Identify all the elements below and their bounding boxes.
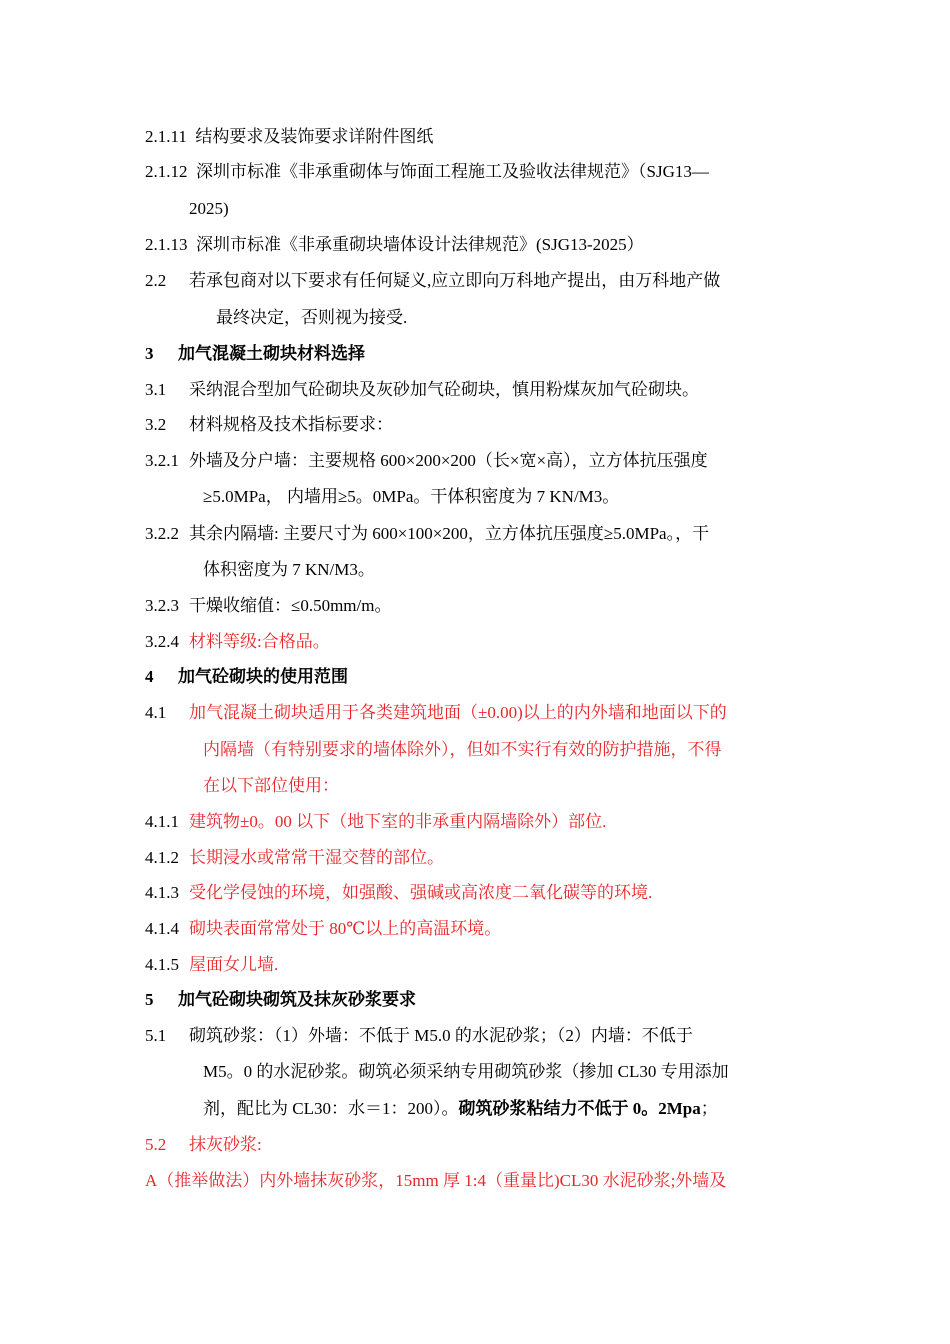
- line-5-2: [145, 1134, 262, 1156]
- clause-text: 体积密度为 7 KN/M3。: [203, 560, 375, 579]
- clause-number: 5.2: [145, 1135, 167, 1154]
- section-title: 加气砼砌块的使用范围: [178, 667, 348, 686]
- section-number: 4: [145, 667, 154, 686]
- clause-number: 4.1.1: [145, 812, 179, 831]
- section-number: 5: [145, 990, 154, 1009]
- clause-number: 4.1: [145, 703, 167, 722]
- line-3-2: [145, 414, 393, 436]
- line-continuation: [203, 1098, 718, 1120]
- line-continuation: [189, 198, 229, 220]
- line-4-1-1: [145, 811, 606, 833]
- clause-number: 4.1.2: [145, 848, 179, 867]
- clause-text: 若承包商对以下要求有任何疑义,应立即向万科地产提出，由万科地产做: [189, 271, 721, 290]
- clause-text: 干燥收缩值：≤0.50mm/m。: [189, 596, 392, 615]
- line-3-2-2: [145, 523, 709, 545]
- section-heading-5: [145, 989, 416, 1011]
- line-3-2-4: [145, 631, 330, 653]
- clause-number: 2.2: [145, 271, 167, 290]
- clause-number: 2.1.11: [145, 127, 187, 146]
- line-5-1: [145, 1025, 693, 1047]
- line-continuation: [203, 1061, 729, 1083]
- clause-text: 在以下部位使用：: [203, 776, 339, 795]
- clause-text: 其余内隔墙: 主要尺寸为 600×100×200，立方体抗压强度≥5.0MPa。，干: [189, 524, 710, 543]
- clause-text: 深圳市标准《非承重砌块墙体设计法律规范》(SJG13-2025）: [196, 235, 644, 254]
- clause-text: 材料规格及技术指标要求：: [189, 415, 393, 434]
- line-4-1-5: [145, 954, 278, 976]
- section-title: 加气砼砌块砌筑及抹灰砂浆要求: [178, 990, 416, 1009]
- clause-number: 4.1.3: [145, 883, 179, 902]
- line-5-2-a: [145, 1170, 726, 1192]
- clause-text: A（推举做法）内外墙抹灰砂浆，15mm 厚 1:4（重量比)CL30 水泥砂浆;外墙及: [145, 1171, 727, 1190]
- clause-number: 2.1.13: [145, 235, 188, 254]
- line-4-1-4: [145, 918, 501, 940]
- clause-text: 材料等级:合格品。: [189, 632, 330, 651]
- line-3-2-3: [145, 595, 391, 617]
- line-continuation: [203, 486, 619, 508]
- clause-text: M5。0 的水泥砂浆。砌筑必须采纳专用砌筑砂浆（掺加 CL30 专用添加: [203, 1062, 729, 1081]
- clause-text: 外墙及分户墙：主要规格 600×200×200（长×宽×高），立方体抗压强度: [189, 451, 708, 470]
- line-4-1-2: [145, 847, 444, 869]
- line-3-1: [145, 379, 699, 401]
- clause-number: 3.2.4: [145, 632, 179, 651]
- line-continuation: [203, 739, 722, 761]
- clause-text: 长期浸水或常常干湿交替的部位。: [189, 848, 444, 867]
- clause-text: ≥5.0MPa， 内墙用≥5。0MPa。干体积密度为 7 KN/M3。: [203, 487, 620, 506]
- line-continuation: [203, 559, 375, 581]
- line-2-1-11: [145, 126, 433, 148]
- clause-number: 3.2.3: [145, 596, 179, 615]
- line-continuation: [203, 775, 339, 797]
- line-2-1-13: [145, 234, 644, 256]
- clause-text: 剂，配比为 CL30：水＝1：200）。: [203, 1099, 459, 1118]
- section-title: 加气混凝土砌块材料选择: [178, 344, 365, 363]
- clause-text: 最终决定，否则视为接受.: [216, 308, 408, 327]
- clause-number: 3.2.1: [145, 451, 179, 470]
- clause-text: 砌块表面常常处于 80℃以上的高温环境。: [189, 919, 502, 938]
- clause-number: 4.1.4: [145, 919, 179, 938]
- clause-number: 3.2.2: [145, 524, 179, 543]
- clause-text: 抹灰砂浆:: [189, 1135, 262, 1154]
- clause-text: 采纳混合型加气砼砌块及灰砂加气砼砌块，慎用粉煤灰加气砼砌块。: [189, 380, 699, 399]
- line-continuation: [216, 307, 407, 329]
- clause-text: 建筑物±0。00 以下（地下室的非承重内隔墙除外）部位.: [189, 812, 607, 831]
- clause-tail: ；: [700, 1099, 718, 1118]
- clause-text: 2025): [189, 199, 229, 218]
- clause-text: 结构要求及装饰要求详附件图纸: [195, 127, 434, 146]
- line-3-2-1: [145, 450, 708, 472]
- clause-text: 受化学侵蚀的环境，如强酸、强碱或高浓度二氧化碳等的环境.: [189, 883, 653, 902]
- clause-text: 加气混凝土砌块适用于各类建筑地面（±0.00)以上的内外墙和地面以下的: [189, 703, 727, 722]
- section-heading-3: [145, 343, 365, 365]
- clause-number: 3.2: [145, 415, 167, 434]
- clause-text: 屋面女儿墙.: [189, 955, 279, 974]
- clause-text: 内隔墙（有特别要求的墙体除外），但如不实行有效的防护措施，不得: [203, 740, 722, 759]
- section-heading-4: [145, 666, 348, 688]
- line-2-2: [145, 270, 720, 292]
- line-2-1-12: [145, 161, 709, 183]
- clause-number: 4.1.5: [145, 955, 179, 974]
- line-4-1: [145, 702, 727, 724]
- clause-number: 3.1: [145, 380, 167, 399]
- clause-number: 5.1: [145, 1026, 167, 1045]
- line-4-1-3: [145, 882, 652, 904]
- clause-text: 深圳市标准《非承重砌体与饰面工程施工及验收法律规范》（SJG13—: [196, 162, 709, 181]
- clause-text: 砌筑砂浆：（1）外墙：不低于 M5.0 的水泥砂浆；（2）内墙：不低于: [189, 1026, 693, 1045]
- bold-requirement: 砌筑砂浆粘结力不低于 0。2Mpa: [458, 1099, 701, 1118]
- clause-number: 2.1.12: [145, 162, 188, 181]
- section-number: 3: [145, 344, 154, 363]
